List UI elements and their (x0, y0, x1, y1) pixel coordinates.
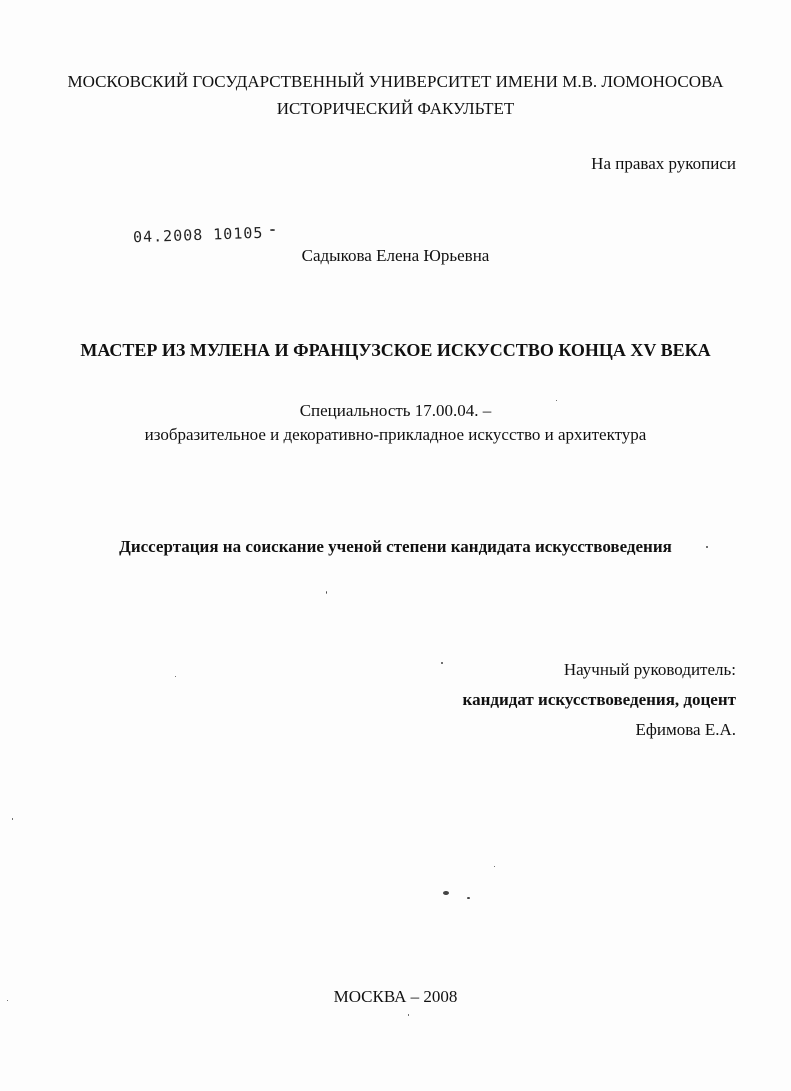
scan-speck (441, 662, 443, 664)
author-name: Садыкова Елена Юрьевна (301, 246, 490, 265)
university-name: МОСКОВСКИЙ ГОСУДАРСТВЕННЫЙ УНИВЕРСИТЕТ ИМЕНИ М.В. ЛОМОНОСОВА (67, 72, 724, 91)
scan-speck (494, 866, 495, 867)
scan-speck (408, 1014, 409, 1016)
scan-speck (443, 891, 449, 895)
city-year: МОСКВА – 2008 (333, 987, 458, 1006)
scan-speck (706, 546, 708, 548)
specialty-code: Специальность 17.00.04. – (299, 401, 492, 420)
library-stamp-number: 04.2008 10105 (132, 223, 264, 247)
supervisor-degree: кандидат искусствоведения, доцент (462, 690, 736, 709)
scan-speck (556, 400, 557, 401)
rights-note: На правах рукописи (591, 154, 736, 173)
supervisor-label: Научный руководитель: (563, 660, 736, 679)
scan-speck (175, 676, 176, 677)
specialty-name: изобразительное и декоративно-прикладное искусство и архитектура (144, 425, 647, 444)
scan-speck (467, 897, 470, 899)
scan-speck (270, 229, 275, 231)
dissertation-title: МАСТЕР ИЗ МУЛЕНА И ФРАНЦУЗСКОЕ ИСКУССТВО КОНЦА XV ВЕКА (80, 340, 711, 360)
scan-speck (326, 591, 327, 594)
supervisor-name: Ефимова Е.А. (635, 720, 736, 739)
scan-speck (7, 1000, 8, 1001)
dissertation-note: Диссертация на соискание ученой степени кандидата искусствоведения (119, 537, 672, 556)
scan-speck (12, 818, 13, 820)
faculty-name: ИСТОРИЧЕСКИЙ ФАКУЛЬТЕТ (276, 99, 515, 118)
